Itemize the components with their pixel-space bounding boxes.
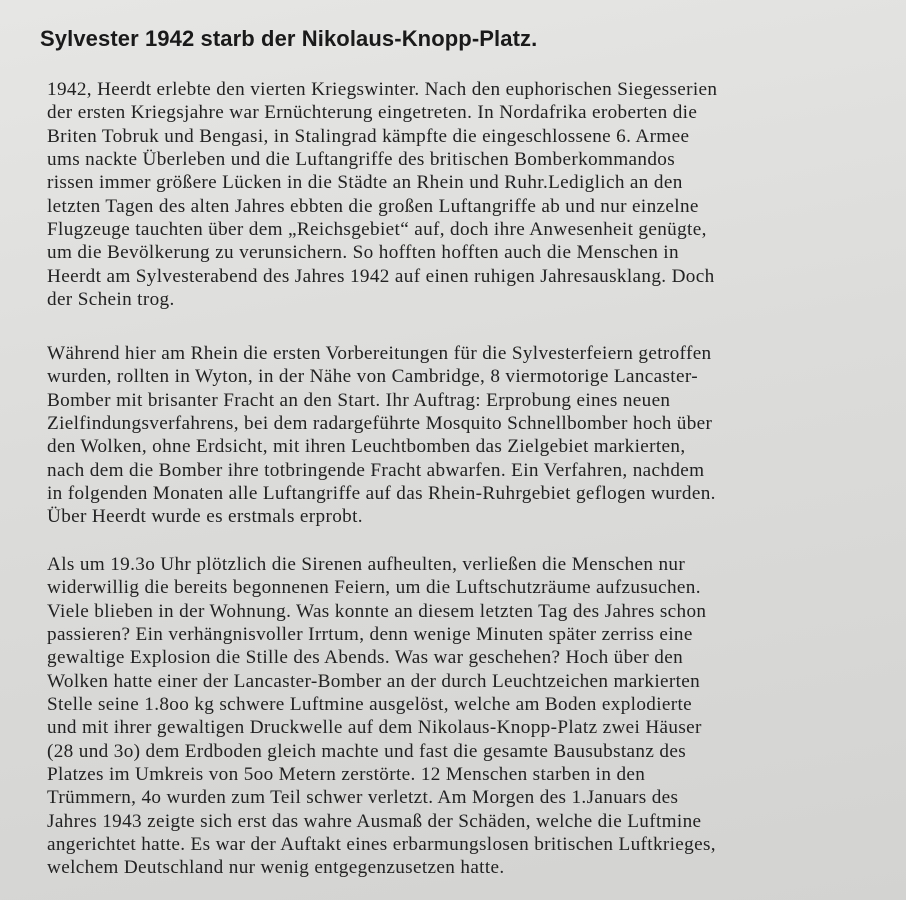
text-line: Flugzeuge tauchten über dem „Reichsgebiet“ auf, doch ihre Anwesenheit genügte,	[47, 219, 707, 241]
text-line: Über Heerdt wurde es erstmals erprobt.	[47, 506, 363, 528]
paragraph-2	[47, 342, 716, 529]
text-line: widerwillig die bereits begonnenen Feiern, um die Luftschutzräume aufzusuchen.	[47, 577, 701, 599]
text-line: in folgenden Monaten alle Luftangriffe auf das Rhein-Ruhrgebiet geflogen wurden.	[47, 483, 716, 505]
text-line: 1942, Heerdt erlebte den vierten Kriegswinter. Nach den euphorischen Siegesserien	[47, 79, 718, 100]
text-line: Zielfindungsverfahrens, bei dem radargeführte Mosquito Schnellbomber hoch über	[47, 413, 713, 435]
text-line: Stelle seine 1.8oo kg schwere Luftmine ausgelöst, welche am Boden explodierte	[47, 694, 693, 716]
text-line: nach dem die Bomber ihre totbringende Fracht abwarfen. Ein Verfahren, nachdem	[47, 459, 705, 481]
text-line: Während hier am Rhein die ersten Vorbereitungen für die Sylvesterfeiern getroffen	[47, 343, 712, 364]
paragraph-1	[47, 78, 717, 311]
text-line: Briten Tobruk und Bengasi, in Stalingrad kämpfte die eingeschlossene 6. Armee	[47, 125, 690, 147]
text-line: und mit ihrer gewaltigen Druckwelle auf dem Nikolaus-Knopp-Platz zwei Häuser	[47, 717, 702, 739]
text-line: angerichtet hatte. Es war der Auftakt eines erbarmungslosen britischen Luftkrieges,	[47, 834, 716, 856]
paragraph-3	[47, 553, 716, 880]
text-line: der ersten Kriegsjahre war Ernüchterung eingetreten. In Nordafrika eroberten die	[47, 102, 698, 124]
text-line: Bomber mit brisanter Fracht an den Start. Ihr Auftrag: Erprobung eines neuen	[47, 389, 671, 411]
text-line: Heerdt am Sylvesterabend des Jahres 1942 auf einen ruhigen Jahresausklang. Doch	[47, 265, 715, 287]
text-line: rissen immer größere Lücken in die Städte an Rhein und Ruhr.Lediglich an den	[47, 172, 683, 194]
text-line: welchem Deutschland nur wenig entgegenzusetzen hatte.	[47, 857, 505, 879]
text-line: Platzes im Umkreis von 5oo Metern zerstörte. 12 Menschen starben in den	[47, 764, 646, 786]
text-line: der Schein trog.	[47, 289, 175, 311]
text-line: den Wolken, ohne Erdsicht, mit ihren Leuchtbomben das Zielgebiet markierten,	[47, 436, 686, 458]
text-line: Wolken hatte einer der Lancaster-Bomber an der durch Leuchtzeichen markierten	[47, 670, 701, 692]
text-line: ums nackte Überleben und die Luftangriffe des britischen Bomberkommandos	[47, 149, 676, 171]
text-line: letzten Tagen des alten Jahres ebbten die großen Luftangriffe ab und nur einzelne	[47, 195, 699, 217]
text-line: Trümmern, 4o wurden zum Teil schwer verletzt. Am Morgen des 1.Januars des	[47, 787, 679, 809]
text-line: gewaltige Explosion die Stille des Abends. Was war geschehen? Hoch über den	[47, 647, 684, 669]
document-title: Sylvester 1942 starb der Nikolaus-Knopp-Platz.	[40, 26, 538, 51]
text-line: (28 und 3o) dem Erdboden gleich machte und fast die gesamte Bausubstanz des	[47, 740, 687, 762]
text-line: passieren? Ein verhängnisvoller Irrtum, denn wenige Minuten später zerriss eine	[47, 624, 693, 646]
text-line: Viele blieben in der Wohnung. Was konnte an diesem letzten Tag des Jahres schon	[47, 600, 707, 622]
text-line: Als um 19.3o Uhr plötzlich die Sirenen aufheulten, verließen die Menschen nur	[47, 554, 686, 575]
text-line: um die Bevölkerung zu verunsichern. So hofften hofften auch die Menschen in	[47, 242, 679, 264]
text-line: Jahres 1943 zeigte sich erst das wahre Ausmaß der Schäden, welche die Luftmine	[47, 810, 702, 832]
text-line: wurden, rollten in Wyton, in der Nähe von Cambridge, 8 viermotorige Lancaster-	[47, 366, 698, 388]
